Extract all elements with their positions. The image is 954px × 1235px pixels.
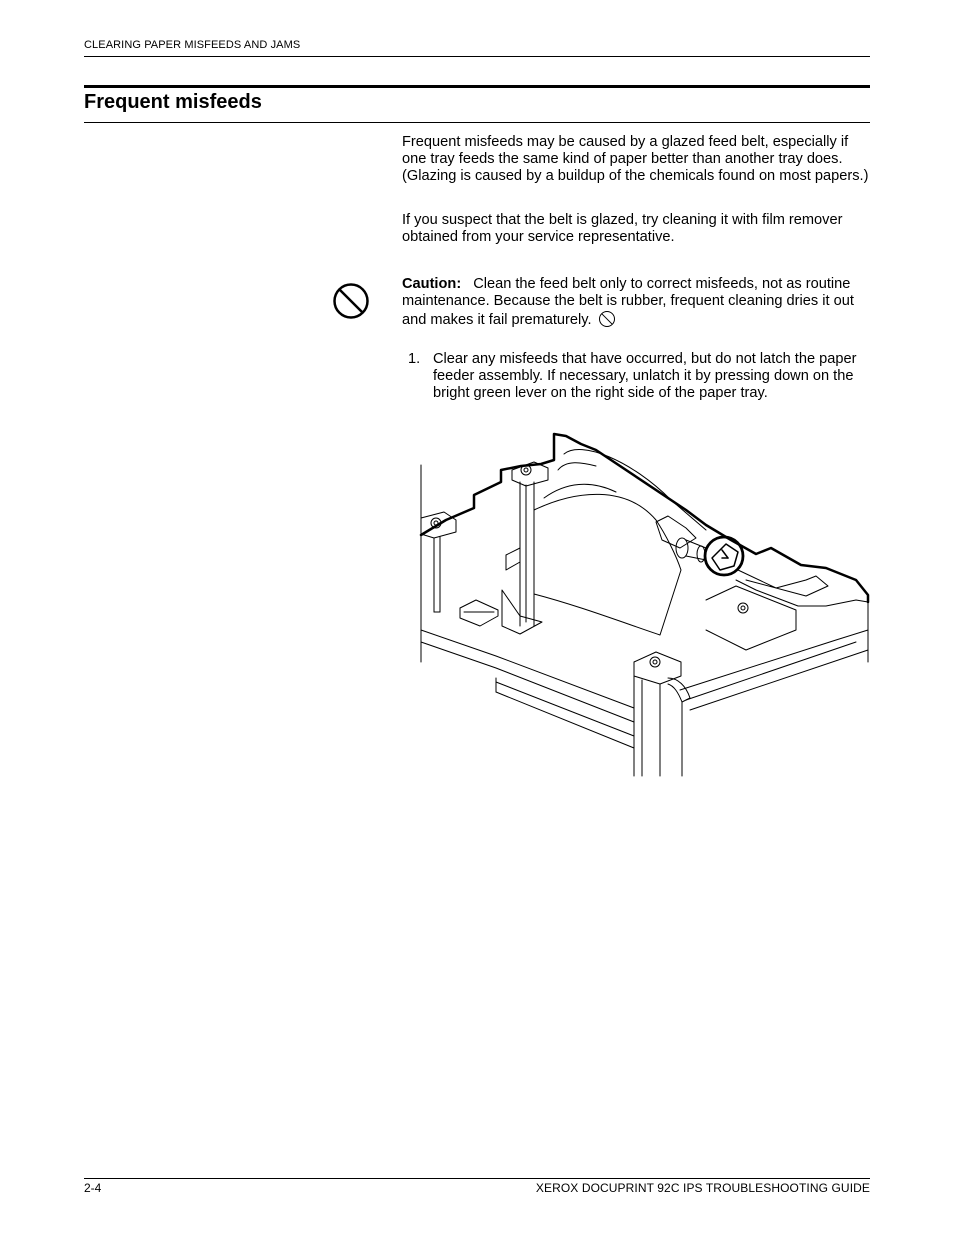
paragraph-text: Frequent misfeeds may be caused by a glazed feed belt, especially if one tray feeds the same kind of paper better than another tray does. (Glazing is caused by a buildup of the chemicals found on most papers.) xyxy=(402,134,869,185)
running-head: CLEARING PAPER MISFEEDS AND JAMS xyxy=(84,39,301,51)
prohibition-icon xyxy=(332,282,370,320)
belt-paragraph xyxy=(402,212,872,246)
paper-feeder-illustration xyxy=(416,430,872,782)
title-rule-top xyxy=(84,85,870,88)
section-title: Frequent misfeeds xyxy=(84,91,262,113)
caution-block xyxy=(402,276,872,330)
caution-label: Caution: xyxy=(402,276,462,292)
header-rule xyxy=(84,56,870,57)
intro-paragraph xyxy=(402,134,872,186)
prohibition-end-icon xyxy=(598,310,616,328)
footer-rule xyxy=(84,1178,870,1179)
paragraph-text: If you suspect that the belt is glazed, try cleaning it with film remover obtained from your service representative. xyxy=(402,212,843,246)
step-item xyxy=(408,351,858,403)
step-text: Clear any misfeeds that have occurred, but do not latch the paper feeder assembly. If necessary, unlatch it by pressing down on the bright green lever on the right side of the paper tray. xyxy=(433,351,857,402)
page-number: 2-4 xyxy=(84,1181,102,1195)
guide-title: XEROX DOCUPRINT 92C IPS TROUBLESHOOTING GUIDE xyxy=(535,1181,870,1195)
caution-text: Clean the feed belt only to correct misfeeds, not as routine maintenance. Because the belt is rubber, frequent cleaning dries it out and makes it fail prematurely. xyxy=(402,276,854,329)
title-rule-bottom xyxy=(84,122,870,123)
step-number: 1. xyxy=(408,351,421,367)
